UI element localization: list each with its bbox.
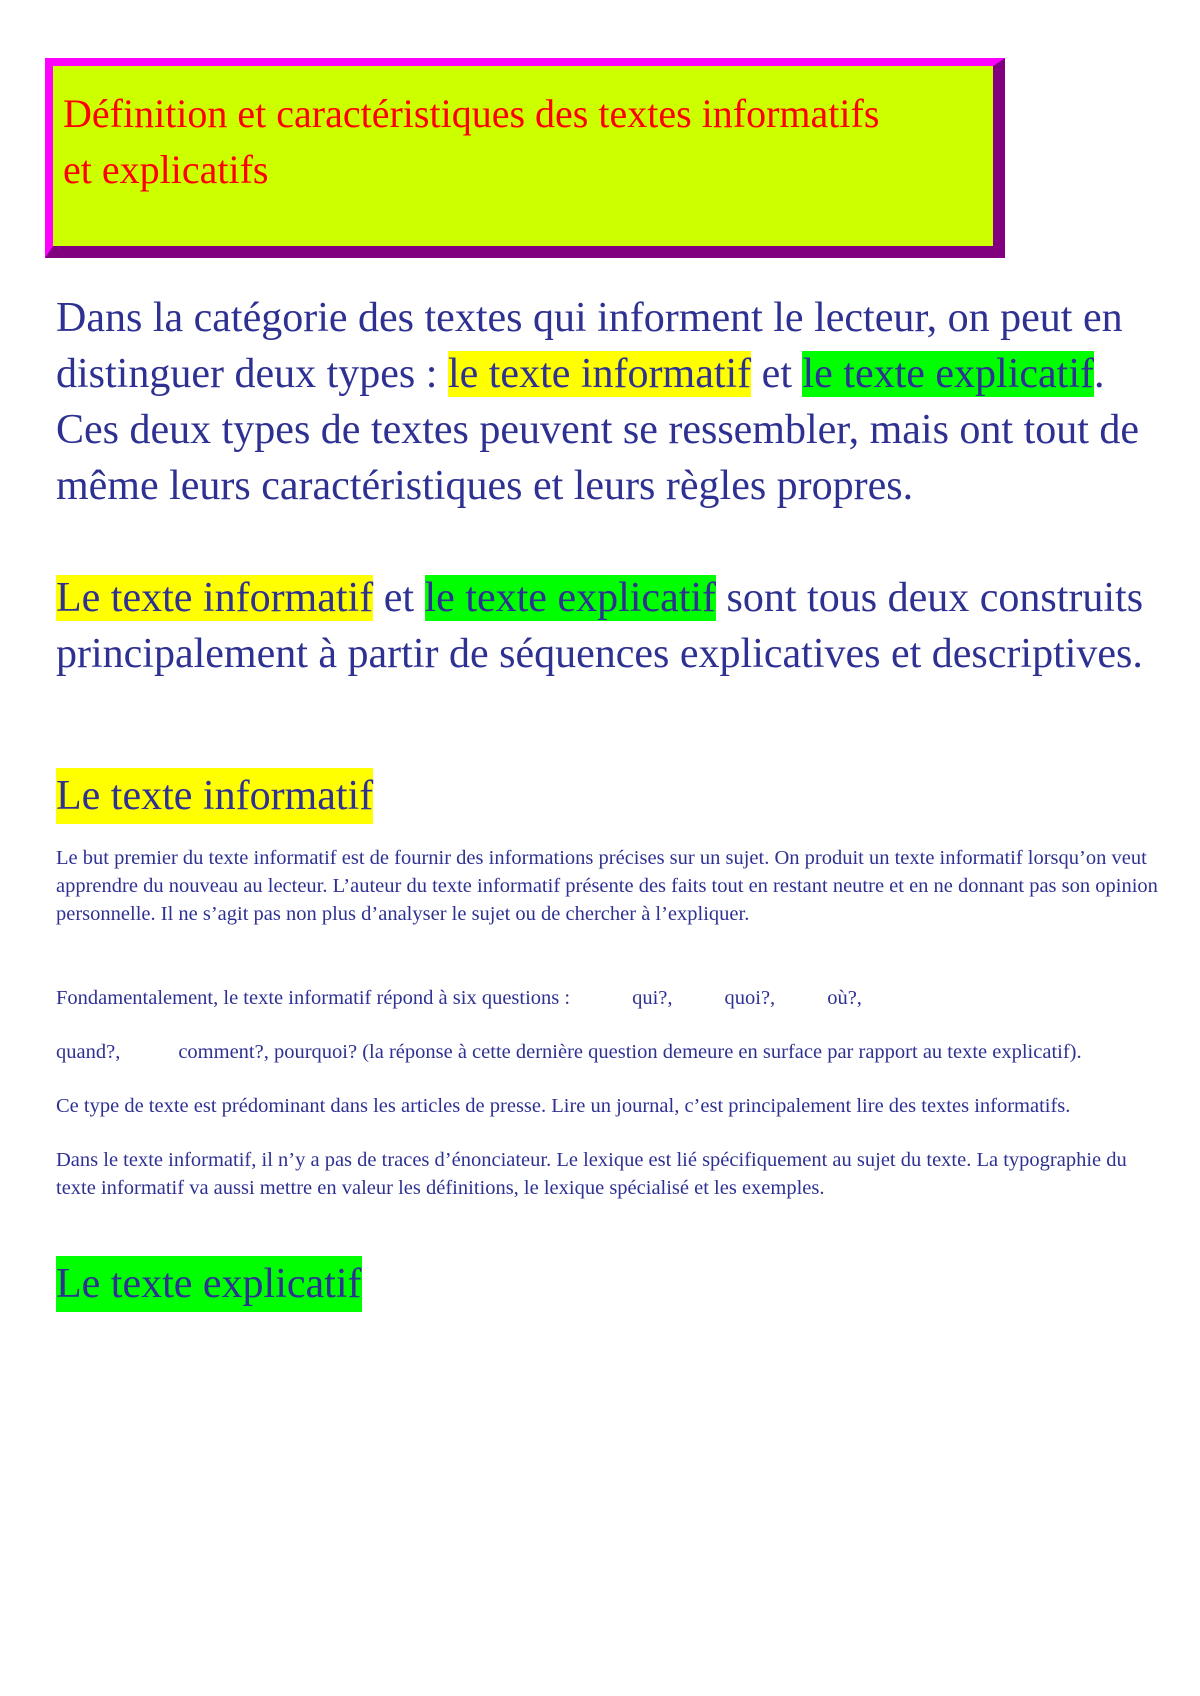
questions-line	[56, 984, 1166, 1012]
intro-text-1: Dans la catégorie des textes qui informent le lecteur, on peut en distinguer deux types :	[56, 295, 1123, 397]
question-comment-pourquoi: comment?, pourquoi? (la réponse à cette dernière question demeure en surface par rapport au texte explicatif).	[178, 1041, 1082, 1063]
shared-paragraph	[56, 570, 1166, 682]
informatif-paragraph-1: Le but premier du texte informatif est de fournir des informations précises sur un sujet. On produit un texte informatif lorsqu’on veut apprendre du nouveau au lecteur. L’auteur du texte informatif présente des faits tout en restant neutre et en ne donnant pas son opinion personnelle. Il ne s’agit pas non plus d’analyser le sujet ou de chercher à l’expliquer.	[56, 847, 1158, 925]
shared-text-1: et	[373, 575, 425, 621]
informatif-paragraph-4: Dans le texte informatif, il n’y a pas de traces d’énonciateur. Le lexique est lié spécifiquement au sujet du texte. La typographie du texte informatif va aussi mettre en valeur les définitions, le lexique spécialisé et les exemples.	[56, 1149, 1127, 1199]
questions-intro: Fondamentalement, le texte informatif répond à six questions :	[56, 987, 571, 1009]
heading-texte-explicatif: Le texte explicatif	[56, 1256, 362, 1312]
shared-text-2: sont tous deux construits principalement à partir de séquences explicatives et descriptives.	[56, 575, 1144, 677]
highlight-informatif: le texte informatif	[447, 351, 752, 397]
question-quand: quand?,	[56, 1041, 121, 1063]
intro-paragraph	[56, 290, 1166, 514]
question-qui: qui?,	[632, 987, 673, 1009]
intro-text-2: et	[751, 351, 803, 397]
document-body	[56, 290, 1166, 1312]
highlight-informatif-2: Le texte informatif	[56, 575, 374, 621]
informatif-paragraph-3: Ce type de texte est prédominant dans les articles de presse. Lire un journal, c’est principalement lire des textes informatifs.	[56, 1095, 1071, 1117]
title-box	[45, 58, 1005, 258]
highlight-explicatif: le texte explicatif	[802, 351, 1095, 397]
intro-text-3: . Ces deux types de textes peuvent se ressembler, mais ont tout de même leurs caractéristiques et leurs règles propres.	[56, 351, 1140, 509]
heading-texte-informatif: Le texte informatif	[56, 768, 373, 824]
question-quoi: quoi?,	[724, 987, 776, 1009]
document-title: Définition et caractéristiques des textes informatifs et explicatifs	[63, 91, 880, 192]
question-ou: où?,	[827, 987, 862, 1009]
highlight-explicatif-2: le texte explicatif	[424, 575, 717, 621]
questions-continued	[56, 1038, 1166, 1066]
